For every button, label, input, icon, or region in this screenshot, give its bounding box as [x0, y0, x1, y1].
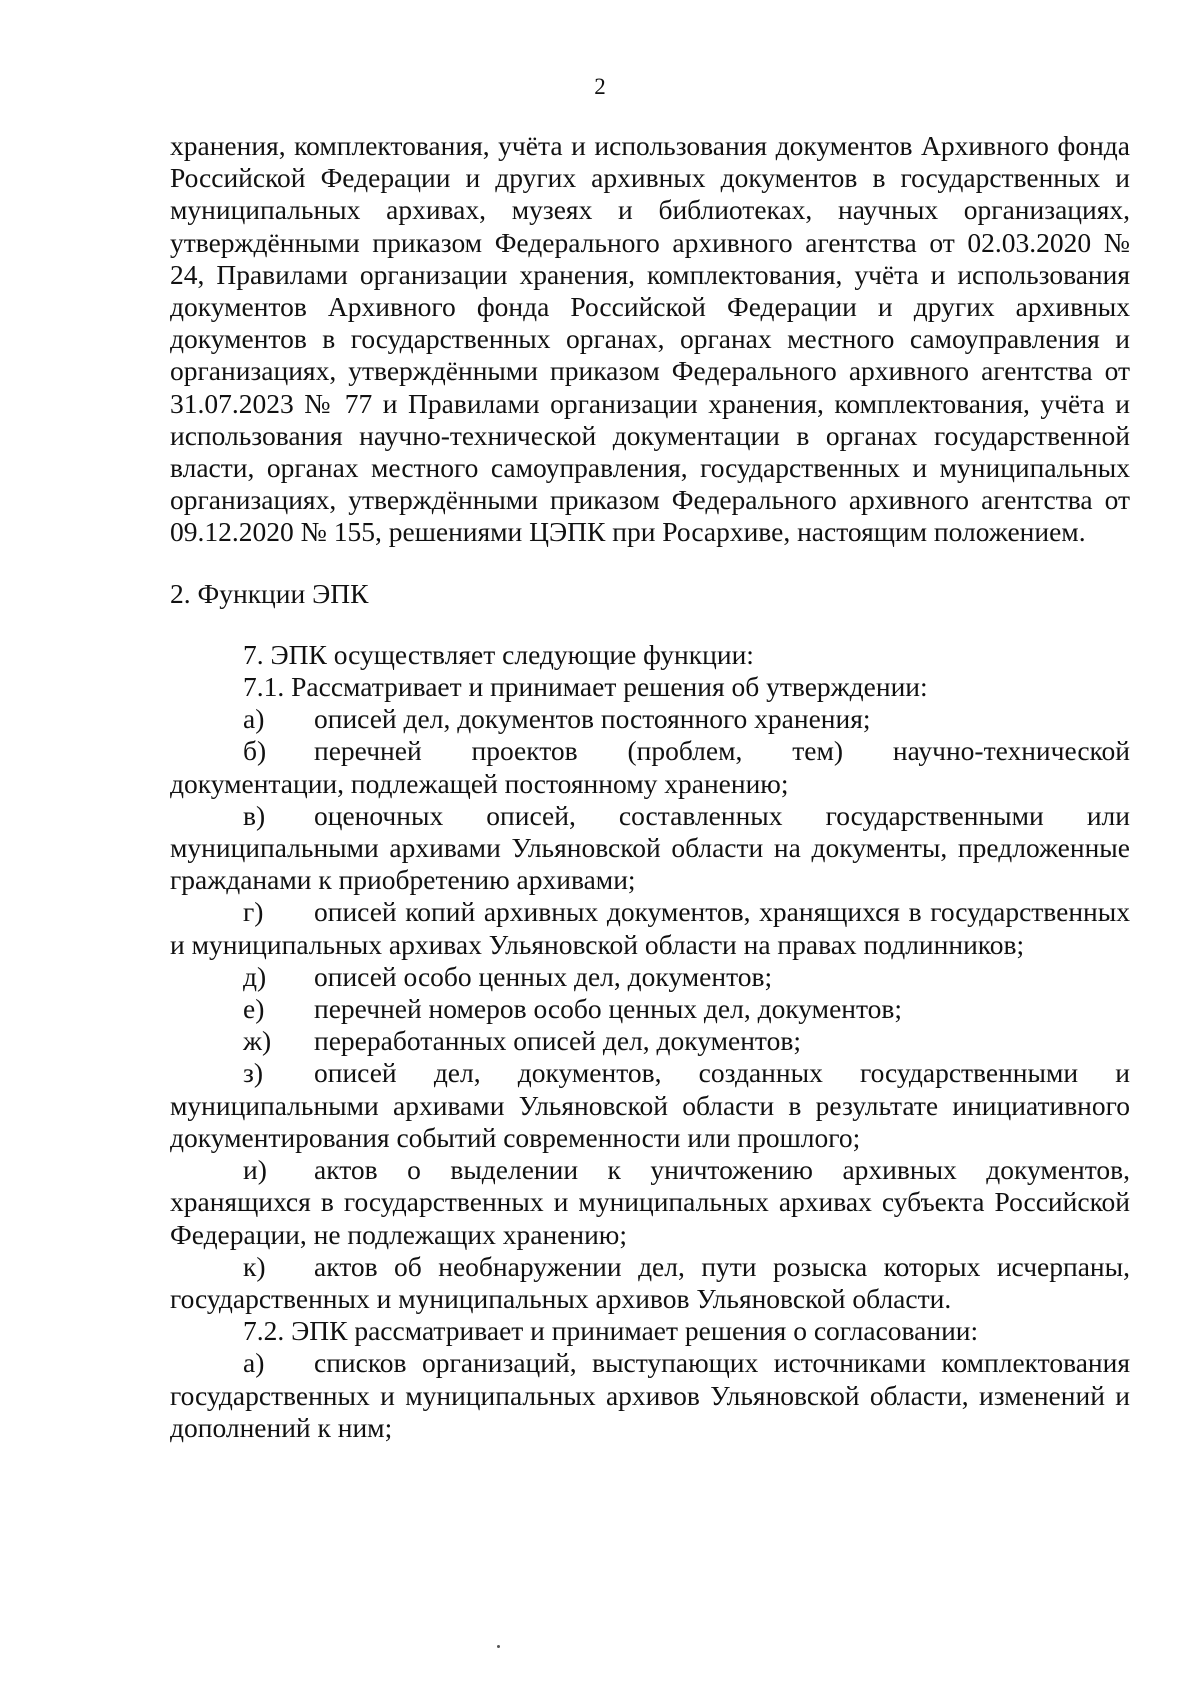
list-item [170, 1025, 1130, 1057]
list-item-text: актов о выделении к уничтожению архивных документов, хранящихся в государственных и муниципальных архивах субъекта Российской Федерации, не подлежащих хранению; [170, 1154, 1130, 1250]
list-item-text: описей дел, документов постоянного хранения; [314, 703, 871, 735]
document-body [170, 130, 1130, 1444]
list-item-marker: к) [243, 1250, 266, 1282]
list-item [170, 735, 1130, 799]
list-item [170, 1154, 1130, 1251]
list-item [170, 1251, 1130, 1315]
clause-7: 7. ЭПК осуществляет следующие функции: [243, 638, 754, 670]
list-item-text: списков организаций, выступающих источниками комплектования государственных и муниципальных архивов Ульяновской области, изменений и дополнений к ним; [170, 1347, 1130, 1443]
list-item-text: описей особо ценных дел, документов; [314, 960, 773, 992]
list-item-text: переработанных описей дел, документов; [314, 1025, 801, 1057]
list-item-marker: ж) [243, 1025, 272, 1057]
list-item-marker: а) [243, 1347, 265, 1379]
list-item [170, 1057, 1130, 1154]
list-item-marker: в) [243, 799, 266, 831]
list-item-marker: д) [243, 960, 267, 992]
list-item [170, 703, 1130, 735]
page-number: 2 [594, 74, 606, 99]
list-item [170, 1347, 1130, 1444]
list-item-marker: и) [243, 1154, 267, 1186]
list-item-marker: з) [243, 1057, 264, 1089]
list-item-marker: б) [243, 735, 267, 767]
list-item-marker: г) [243, 896, 264, 928]
clause-7-2: 7.2. ЭПК рассматривает и принимает решения о согласовании: [243, 1315, 979, 1347]
list-item [170, 896, 1130, 960]
list-item-marker: а) [243, 703, 265, 735]
list-item [170, 800, 1130, 897]
list-item-text: актов об необнаружении дел, пути розыска которых исчерпаны, государственных и муниципальных архивов Ульяновской области. [170, 1250, 1130, 1314]
scan-speck [497, 1645, 500, 1648]
list-item-text: описей дел, документов, созданных государственными и муниципальными архивами Ульяновской области в результате инициативного документирования событий современности или прошлого; [170, 1057, 1130, 1153]
list-item-text: перечней номеров особо ценных дел, документов; [314, 993, 903, 1025]
list-item-text: оценочных описей, составленных государственными или муниципальными архивами Ульяновской области на документы, предложенные гражданами к приобретению архивами; [170, 799, 1130, 896]
section-heading: 2. Функции ЭПК [170, 577, 369, 609]
list-item-marker: е) [243, 993, 265, 1025]
list-item-text: описей копий архивных документов, хранящихся в государственных и муниципальных архивах Ульяновской области на правах подлинников; [170, 896, 1130, 960]
intro-paragraph: хранения, комплектования, учёта и использования документов Архивного фонда Российской Федерации и других архивных документов в государственных и муниципальных архивах, музеях и библиотеках, научных организациях, утверждёнными приказом Федерального архивного агентства от 02.03.2020 № 24, Правилами организации хранения, комплектования, учёта и использования документов Архивного фонда Российской Федерации и других архивных документов в государственных органах, органах местного самоуправления и организациях, утверждёнными приказом Федерального архивного агентства от 31.07.2023 № 77 и Правилами организации хранения, комплектования, учёта и использования научно-технической документации в органах государственной власти, органах местного самоуправления, государственных и муниципальных организациях, утверждёнными приказом Федерального архивного агентства от 09.12.2020 № 155, решениями ЦЭПК при Росархиве, настоящим положением. [170, 130, 1130, 548]
list-item-text: перечней проектов (проблем, тем) научно-технической документации, подлежащей постоянному хранению; [170, 735, 1130, 799]
list-7-2 [170, 1347, 1130, 1444]
list-7-1 [170, 703, 1130, 1315]
list-item [170, 993, 1130, 1025]
clause-7-1: 7.1. Рассматривает и принимает решения об утверждении: [243, 671, 928, 703]
list-item [170, 961, 1130, 993]
